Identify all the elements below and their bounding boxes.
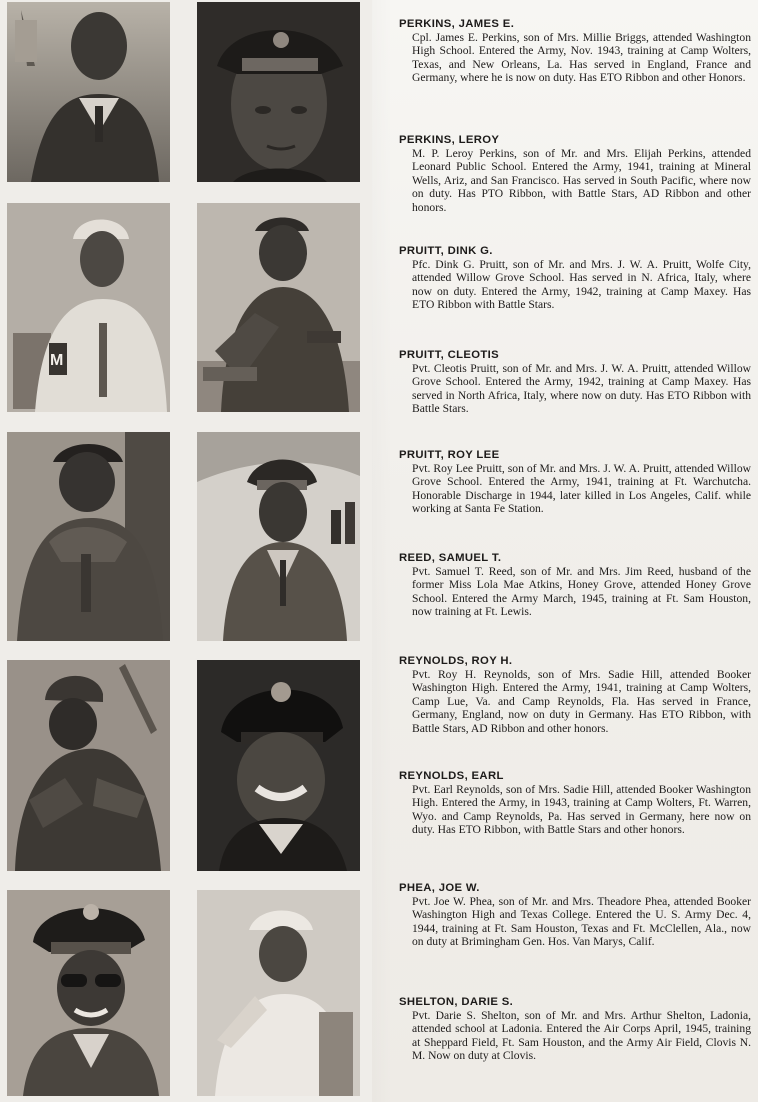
page-fold-shadow: [372, 0, 392, 1102]
entry-bio: Pvt. Samuel T. Reed, son of Mr. and Mrs. Jim Reed, husband of the former Miss Lola Mae Atkins, Honey Grove, attended Honey Grove School. Entered the Army March, 1945, training at Ft. Sam Houston, now training at Ft. Lewis.: [412, 565, 751, 619]
entry-name: PRUITT, CLEOTIS: [399, 349, 500, 361]
entry-phea-joe: [399, 882, 751, 949]
entry-reynolds-earl: [399, 770, 751, 837]
entry-shelton-darie: [399, 996, 751, 1063]
portrait-phea-joe: [7, 890, 170, 1096]
entry-bio: M. P. Leroy Perkins, son of Mr. and Mrs. Elijah Perkins, attended Leonard Public School. Entered the Army, 1941, training at Mineral Wells, Ariz, and San Francisco. Has served in South Pacific, where now on duty. Has PTO Ribbon, with Battle Stars, AD Ribbon and other honors.: [412, 147, 751, 214]
entry-bio: Pvt. Darie S. Shelton, son of Mr. and Mrs. Arthur Shelton, Ladonia, attended school at Ladonia. Entered the Air Corps April, 1945, training at Sheppard Field, Ft. Sam Houston, and the Army Air Field, Clovis N. M. Now on duty at Clovis.: [412, 1009, 751, 1063]
entry-name: SHELTON, DARIE S.: [399, 996, 514, 1008]
portrait-reynolds-earl: [197, 660, 360, 871]
portrait-shelton-darie: [197, 890, 360, 1096]
photo-column: [0, 0, 372, 1102]
entry-pruitt-roy-lee: [399, 449, 751, 516]
entry-pruitt-dink: [399, 245, 751, 312]
entry-reed-samuel: [399, 552, 751, 619]
entry-reynolds-roy: [399, 655, 751, 735]
portrait-reed-samuel: [197, 432, 360, 641]
portrait-perkins-leroy: [197, 2, 360, 182]
entry-name: REYNOLDS, ROY H.: [399, 655, 513, 667]
entry-bio: Pvt. Earl Reynolds, son of Mrs. Sadie Hill, attended Booker Washington High. Entered the Army, in 1943, training at Camp Wolters, Ft. Warren, Wyo. and Camp Reynolds, Pa. Has served in Germany, here now on duty. Has ETO Ribbon, with Battle Stars and other honors.: [412, 783, 751, 837]
entry-pruitt-cleotis: [399, 349, 751, 416]
entry-bio: Pvt. Joe W. Phea, son of Mr. and Mrs. Theadore Phea, attended Booker Washington High and Texas College. Entered the U. S. Army Dec. 4, 1944, training at Ft. Sam Houston, Texas and Ft. McClellen, Ala., now on duty at Brimingham Gen. Hos. Van Marys, Calif.: [412, 895, 751, 949]
entry-bio: Pvt. Roy Lee Pruitt, son of Mr. and Mrs. J. W. A. Pruitt, attended Willow Grove School. Entered the Army, 1941, training at Ft. Warchutcha. Honorable Discharge in 1944, later killed in Los Angeles, Calif. while working at Santa Fe Station.: [412, 462, 751, 516]
text-column: [399, 0, 751, 1102]
entry-bio: Pvt. Roy H. Reynolds, son of Mrs. Sadie Hill, attended Booker Washington High. Entered the Army, 1941, training at Camp Wolters, Camp Lue, Va. and Camp Reynolds, Fla. Has served in France, Germany, England, now on duty in Germany. Has ETO Ribbon, with Battle Stars, AD Ribbon and other honors.: [412, 668, 751, 735]
entry-bio: Pfc. Dink G. Pruitt, son of Mr. and Mrs. J. W. A. Pruitt, Wolfe City, attended Willow Grove School. Has served in N. Africa, Italy, where now on duty. Entered the Army, 1942, training at Camp Maxey. Has ETO Ribbon with Battle Stars.: [412, 258, 751, 312]
entry-name: REYNOLDS, EARL: [399, 770, 504, 782]
entry-name: PHEA, JOE W.: [399, 882, 480, 894]
portrait-pruitt-roy-lee: [7, 432, 170, 641]
entry-name: REED, SAMUEL T.: [399, 552, 502, 564]
entry-bio: Cpl. James E. Perkins, son of Mrs. Millie Briggs, attended Washington High School. Entered the Army, Nov. 1943, training at Camp Wolters, Texas, and New Orleans, La. Has served in England, France and Germany, where he is now on duty. Has ETO Ribbon and other Honors.: [412, 31, 751, 85]
portrait-perkins-james: [7, 2, 170, 182]
portrait-pruitt-dink: [7, 203, 170, 412]
portrait-pruitt-cleotis: [197, 203, 360, 412]
entry-name: PERKINS, JAMES E.: [399, 18, 515, 30]
entry-name: PRUITT, ROY LEE: [399, 449, 500, 461]
entry-perkins-james: [399, 18, 751, 85]
entry-name: PRUITT, DINK G.: [399, 245, 493, 257]
entry-name: PERKINS, LEROY: [399, 134, 500, 146]
portrait-reynolds-roy: [7, 660, 170, 871]
entry-bio: Pvt. Cleotis Pruitt, son of Mr. and Mrs. J. W. A. Pruitt, attended Willow Grove School. Entered the Army, 1942, training at Camp Maxey. Has served in North Africa, Italy, where now on duty. Has ETO Ribbon with Battle Stars.: [412, 362, 751, 416]
entry-perkins-leroy: [399, 134, 751, 214]
svg-text:M: M: [50, 352, 64, 369]
